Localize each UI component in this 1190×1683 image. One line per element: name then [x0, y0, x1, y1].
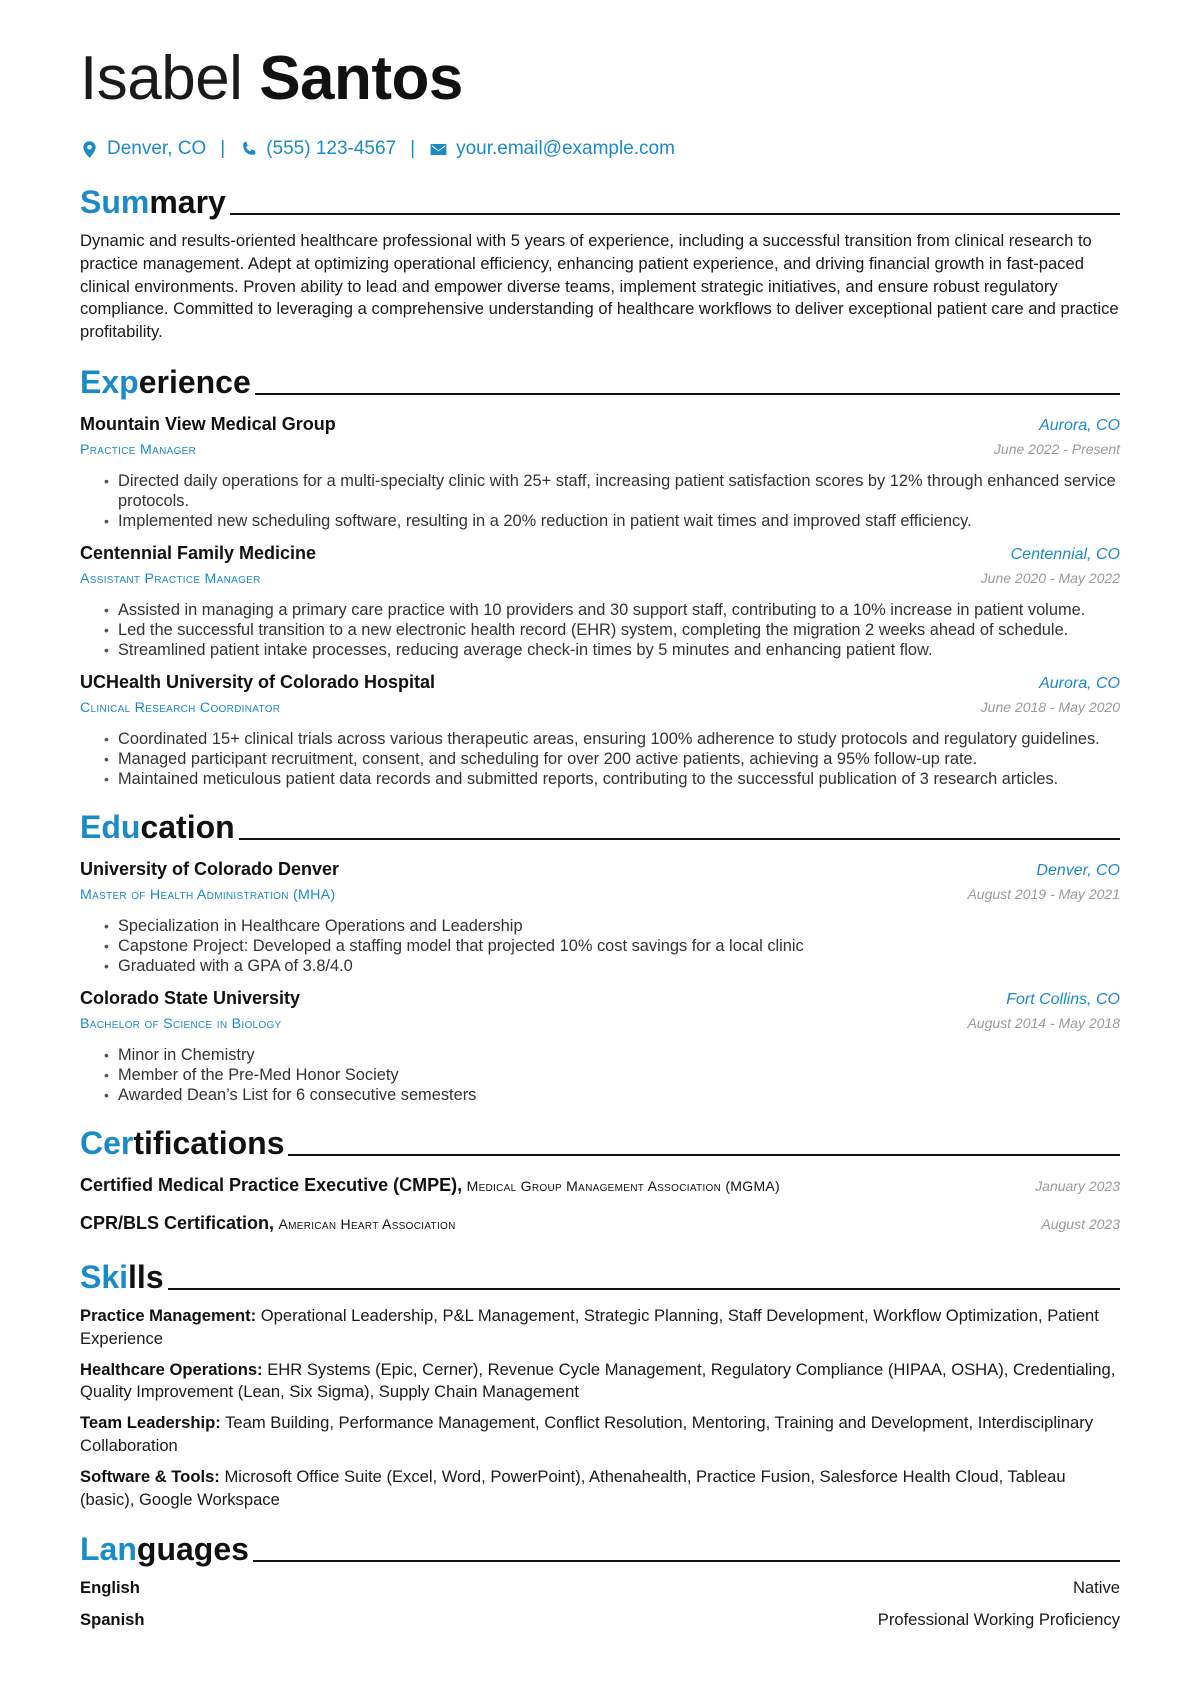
first-name: Isabel: [80, 44, 243, 113]
heading-accent: Sum: [80, 184, 150, 220]
school-name: University of Colorado Denver: [80, 858, 340, 879]
school-name: Colorado State University: [80, 987, 301, 1008]
degree-name: Bachelor of Science in Biology: [80, 1015, 282, 1032]
language-name: Spanish: [80, 1610, 145, 1630]
achievement-list: [80, 600, 1120, 660]
skill-group-values: Team Building, Performance Management, Conflict Resolution, Mentoring, Training and Development, Interdisciplinary Collaboration: [80, 1413, 1094, 1455]
summary-heading: [80, 178, 1120, 222]
resume-page: [80, 40, 1120, 1633]
education-detail-item: • Specialization in Healthcare Operations and Leadership: [106, 916, 1120, 936]
heading-rule: [230, 213, 1120, 215]
job-location: Aurora, CO: [1039, 416, 1120, 434]
skill-group-values: Operational Leadership, P&L Management, Strategic Planning, Staff Development, Workflow Optimization, Patient Experience: [80, 1305, 1099, 1348]
school-location: Denver, CO: [1036, 861, 1120, 879]
email-text: your.email@example.com: [456, 138, 675, 159]
job-title: Assistant Practice Manager: [80, 570, 261, 587]
employer-name: Centennial Family Medicine: [80, 542, 317, 563]
achievement-item: • Maintained meticulous patient data records and submitted reports, contributing to the successful publication of 3 research articles.: [106, 769, 1120, 789]
certification-name: Certified Medical Practice Executive (CMPE): [80, 1174, 458, 1195]
last-name: Santos: [259, 44, 463, 113]
education-details: [80, 1045, 1120, 1105]
heading-accent: Cer: [80, 1124, 134, 1161]
phone-text: (555) 123-4567: [266, 138, 397, 159]
heading-rest: erience: [138, 363, 251, 400]
experience-entry: [80, 412, 1120, 531]
certification-issuer: Medical Group Management Association (MGMA): [466, 1177, 781, 1194]
achievement-item: • Led the successful transition to a new electronic health record (EHR) system, completing the migration 2 weeks ahead of schedule.: [106, 620, 1120, 640]
contact-email[interactable]: [429, 138, 675, 160]
heading-rule: [255, 393, 1120, 395]
language-name: English: [80, 1578, 140, 1598]
job-location: Centennial, CO: [1010, 545, 1120, 563]
heading-rule: [239, 838, 1120, 840]
contact-location: [80, 138, 206, 160]
envelope-icon: [429, 140, 448, 159]
education-detail-item: • Minor in Chemistry: [106, 1045, 1120, 1065]
heading-accent: Lan: [80, 1531, 137, 1568]
certification-issuer: American Heart Association: [278, 1215, 456, 1232]
heading-rule: [168, 1288, 1120, 1290]
employer-name: UCHealth University of Colorado Hospital: [80, 671, 436, 692]
map-pin-icon: [80, 140, 99, 159]
contact-separator: |: [410, 138, 416, 159]
achievement-item: • Streamlined patient intake processes, reducing average check-in times by 5 minutes and enhancing patient flow.: [106, 640, 1120, 660]
language-item: [80, 1575, 1120, 1601]
heading-rest: tifications: [133, 1124, 285, 1161]
skill-group: [80, 1466, 1120, 1512]
experience-heading: [80, 358, 1120, 402]
summary-text: Dynamic and results-oriented healthcare professional with 5 years of experience, including a successful transition from clinical research to practice management. Adept at optimizing operational efficiency, enhancing patient experience, and driving financial growth in fast-paced clinical environments. Proven ability to lead and empower diverse teams, implement strategic initiatives, and ensure robust regulatory compliance. Committed to leveraging a comprehensive understanding of healthcare workflows to deliver exceptional patient care and practice profitability.: [80, 231, 1119, 342]
certification-item: CPR/BLS Certification, American Heart Association August 2023: [80, 1209, 1120, 1239]
language-level: Native: [1072, 1578, 1120, 1598]
study-dates: August 2019 - May 2021: [967, 885, 1120, 902]
achievement-item: • Coordinated 15+ clinical trials across various therapeutic areas, ensuring 100% adherence to study protocols and regulatory guidelines.: [106, 729, 1120, 749]
heading-accent: Ski: [80, 1258, 129, 1295]
heading-accent: Edu: [80, 808, 141, 845]
language-level: Professional Working Proficiency: [877, 1610, 1120, 1630]
education-entry: [80, 857, 1120, 976]
phone-icon: [239, 140, 258, 159]
skill-group-label: Practice Management:: [80, 1305, 257, 1325]
education-heading: [80, 803, 1120, 847]
certification-date: January 2023: [1035, 1177, 1120, 1194]
certification-name: CPR/BLS Certification: [80, 1212, 270, 1233]
heading-rest: mary: [149, 184, 226, 220]
employer-name: Mountain View Medical Group: [80, 413, 336, 434]
heading-rest: guages: [136, 1531, 249, 1568]
job-title: Practice Manager: [80, 441, 197, 458]
heading-rule: [288, 1154, 1120, 1156]
skill-group-label: Healthcare Operations:: [80, 1359, 263, 1379]
education-details: [80, 916, 1120, 976]
degree-name: Master of Health Administration (MHA): [80, 886, 336, 903]
certification-date: August 2023: [1041, 1215, 1120, 1232]
heading-accent: Exp: [80, 363, 139, 400]
heading-rest: cation: [140, 808, 235, 845]
skill-group-values: Microsoft Office Suite (Excel, Word, PowerPoint), Athenahealth, Practice Fusion, Salesforce Health Cloud, Tableau (basic), Google Workspace: [80, 1466, 1066, 1509]
education-detail-item: • Capstone Project: Developed a staffing model that projected 10% cost savings for a local clinic: [106, 936, 1120, 956]
heading-rule: [253, 1560, 1120, 1562]
certifications-heading: [80, 1119, 1120, 1163]
languages-heading: [80, 1525, 1120, 1569]
achievement-item: • Assisted in managing a primary care practice with 10 providers and 30 support staff, contributing to a 10% increase in patient volume.: [106, 600, 1120, 620]
skill-group-values: EHR Systems (Epic, Cerner), Revenue Cycle Management, Regulatory Compliance (HIPAA, OSHA), Credentialing, Quality Improvement (Lean, Six Sigma), Supply Chain Management: [80, 1359, 1116, 1402]
job-dates: June 2020 - May 2022: [980, 569, 1120, 586]
education-detail-item: • Graduated with a GPA of 3.8/4.0: [106, 956, 1120, 976]
contact-separator: |: [220, 138, 226, 159]
contact-bar: [80, 134, 1120, 164]
skills-heading: [80, 1253, 1120, 1297]
job-location: Aurora, CO: [1039, 674, 1120, 692]
contact-phone[interactable]: [239, 138, 396, 160]
achievement-item: • Directed daily operations for a multi-specialty clinic with 25+ staff, increasing patient satisfaction scores by 12% through enhanced service protocols.: [106, 471, 1120, 511]
certification-item: Certified Medical Practice Executive (CMPE), Medical Group Management Association (MGMA) January 2023: [80, 1171, 1120, 1201]
experience-entry: [80, 670, 1120, 789]
school-location: Fort Collins, CO: [1006, 990, 1120, 1008]
education-detail-item: • Awarded Dean’s List for 6 consecutive semesters: [106, 1085, 1120, 1105]
skill-group-label: Software & Tools:: [80, 1466, 220, 1486]
education-detail-item: • Member of the Pre-Med Honor Society: [106, 1065, 1120, 1085]
achievement-item: • Implemented new scheduling software, resulting in a 20% reduction in patient wait times and improved staff efficiency.: [106, 511, 1120, 531]
skill-group: [80, 1412, 1120, 1458]
skill-group: [80, 1305, 1120, 1351]
heading-rest: lls: [128, 1258, 164, 1295]
experience-entry: [80, 541, 1120, 660]
job-dates: June 2022 - Present: [993, 440, 1120, 457]
candidate-name: [80, 40, 1120, 118]
language-item: [80, 1607, 1120, 1633]
achievement-item: • Managed participant recruitment, consent, and scheduling for over 200 active patients, achieving a 95% follow-up rate.: [106, 749, 1120, 769]
skill-group-label: Team Leadership:: [80, 1413, 221, 1433]
location-text: Denver, CO: [107, 138, 207, 159]
achievement-list: [80, 471, 1120, 531]
skill-group: [80, 1359, 1120, 1405]
study-dates: August 2014 - May 2018: [967, 1014, 1120, 1031]
job-dates: June 2018 - May 2020: [980, 698, 1120, 715]
job-title: Clinical Research Coordinator: [80, 699, 281, 716]
achievement-list: [80, 729, 1120, 789]
education-entry: [80, 986, 1120, 1105]
